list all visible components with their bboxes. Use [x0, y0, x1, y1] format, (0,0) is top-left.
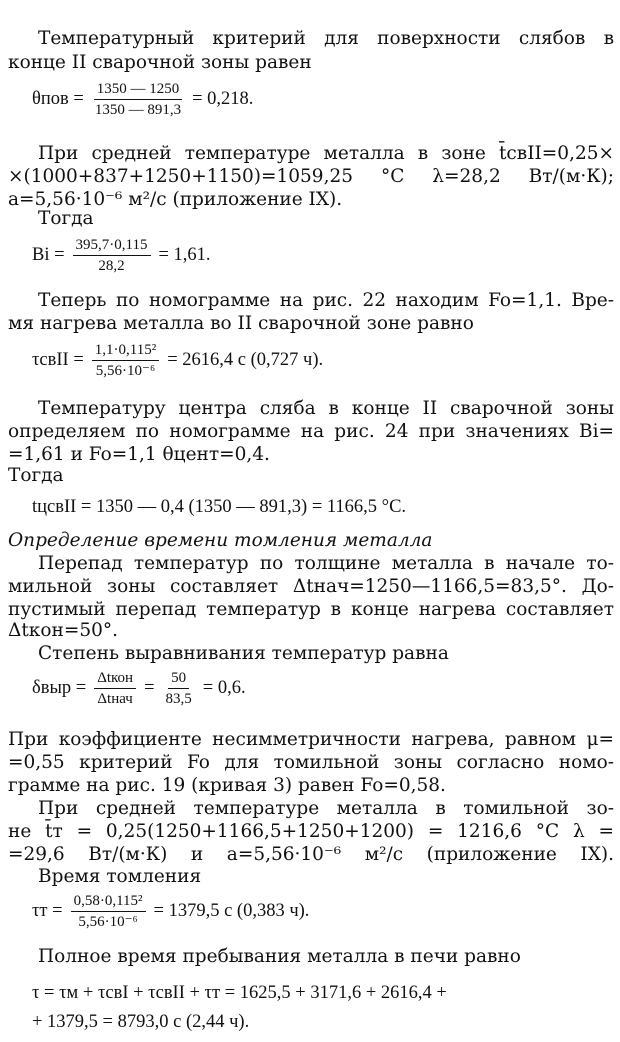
text-line: не t̄т = 0,25(1250+1166,5+1250+1200) = 1216,6 °С λ = [8, 821, 614, 842]
fraction [92, 80, 184, 119]
eq-rhs: = 1,61. [158, 245, 211, 265]
equation-soaking-time [32, 892, 309, 931]
text-line: При средней температуре металла в томильной зо- [38, 798, 614, 819]
numerator: 1350 — 1250 [94, 80, 183, 100]
numerator: 395,7·0,115 [73, 236, 151, 256]
text-line: Δtкон=50°. [8, 620, 118, 641]
equation-biot [32, 236, 211, 275]
fraction [163, 669, 195, 708]
text-line: При средней температуре металла в зоне t̄свII=0,25× [38, 143, 614, 164]
text-line: Время томления [38, 866, 202, 887]
eq-rhs: = 0,218. [192, 89, 254, 109]
text-line: Температуру центра сляба в конце II сварочной зоны [38, 398, 614, 419]
equation-heating-time [32, 341, 323, 380]
eq-lhs: δвыр = [32, 678, 87, 698]
eq-lhs: Bi = [32, 245, 65, 265]
text-line: мильной зоны составляет Δtнач=1250—1166,5=83,5°. До- [8, 576, 614, 597]
equation-center-temp: tцсвII = 1350 — 0,4 (1350 — 891,3) = 1166,5 °С. [32, 497, 407, 517]
section-heading: Определение времени томления металла [8, 530, 433, 551]
eq-rhs: = 2616,4 с (0,727 ч). [167, 350, 324, 370]
numerator: 0,58·0,115² [71, 892, 146, 912]
fraction [71, 892, 146, 931]
equation-equalization [32, 669, 246, 708]
text-line: При коэффициенте несимметричности нагрева, равном μ= [8, 729, 614, 750]
eq-lhs: τсвII = [32, 350, 84, 370]
text-line: пустимый перепад температур в конце нагрева составляет [8, 599, 614, 620]
fraction [94, 669, 136, 708]
text-line: =0,55 критерий Fo для томильной зоны согласно номо- [8, 752, 614, 773]
text-line: ×(1000+837+1250+1150)=1059,25 °С λ=28,2 Вт/(м·К); [8, 166, 614, 187]
text-line: конце II сварочной зоны равен [8, 52, 312, 73]
eq-lhs: τт = [32, 901, 63, 921]
text-line: Степень выравнивания температур равна [38, 643, 449, 664]
denominator: Δtнач [97, 691, 133, 707]
text-line: Перепад температур по толщине металла в начале то- [38, 553, 614, 574]
text-line: a=5,56·10⁻⁶ м²/с (приложение IX). [8, 189, 343, 210]
text-line: определяем по номограмме на рис. 24 при значениях Bi= [8, 421, 614, 442]
numerator: Δtкон [94, 669, 136, 689]
equation-theta-surface [32, 80, 253, 119]
eq-rhs: = 0,6. [202, 678, 246, 698]
denominator: 5,56·10⁻⁶ [95, 363, 156, 379]
equation-total-time-cont: + 1379,5 = 8793,0 с (2,44 ч). [32, 1012, 250, 1032]
text-line: =1,61 и Fo=1,1 θцент=0,4. [8, 444, 270, 465]
text-line: =29,6 Вт/(м·К) и a=5,56·10⁻⁶ м²/с (приложение IX). [8, 844, 614, 865]
denominator: 1350 — 891,3 [94, 102, 182, 118]
equals-sign: = [144, 678, 155, 698]
numerator: 1,1·0,115² [92, 341, 159, 361]
denominator: 5,56·10⁻⁶ [78, 914, 138, 930]
numerator: 50 [168, 669, 189, 689]
text-line: мя нагрева металла во II сварочной зоне равно [8, 313, 474, 334]
fraction [92, 341, 159, 380]
equation-total-time: τ = τм + τсвI + τсвII + τт = 1625,5 + 3171,6 + 2616,4 + [32, 983, 447, 1003]
eq-rhs: = 1379,5 с (0,383 ч). [153, 901, 310, 921]
text-line: Теперь по номограмме на рис. 22 находим Fo=1,1. Вре- [38, 290, 614, 311]
text-line: Тогда [8, 465, 64, 486]
text-line: Тогда [38, 208, 94, 229]
text-line: Полное время пребывания металла в печи равно [38, 946, 521, 967]
text-line: грамме на рис. 19 (кривая 3) равен Fo=0,58. [8, 775, 446, 796]
denominator: 28,2 [98, 258, 125, 274]
text-line: Температурный критерий для поверхности слябов в [38, 28, 614, 49]
fraction [73, 236, 151, 275]
eq-lhs: θпов = [32, 89, 84, 109]
denominator: 83,5 [165, 691, 192, 707]
